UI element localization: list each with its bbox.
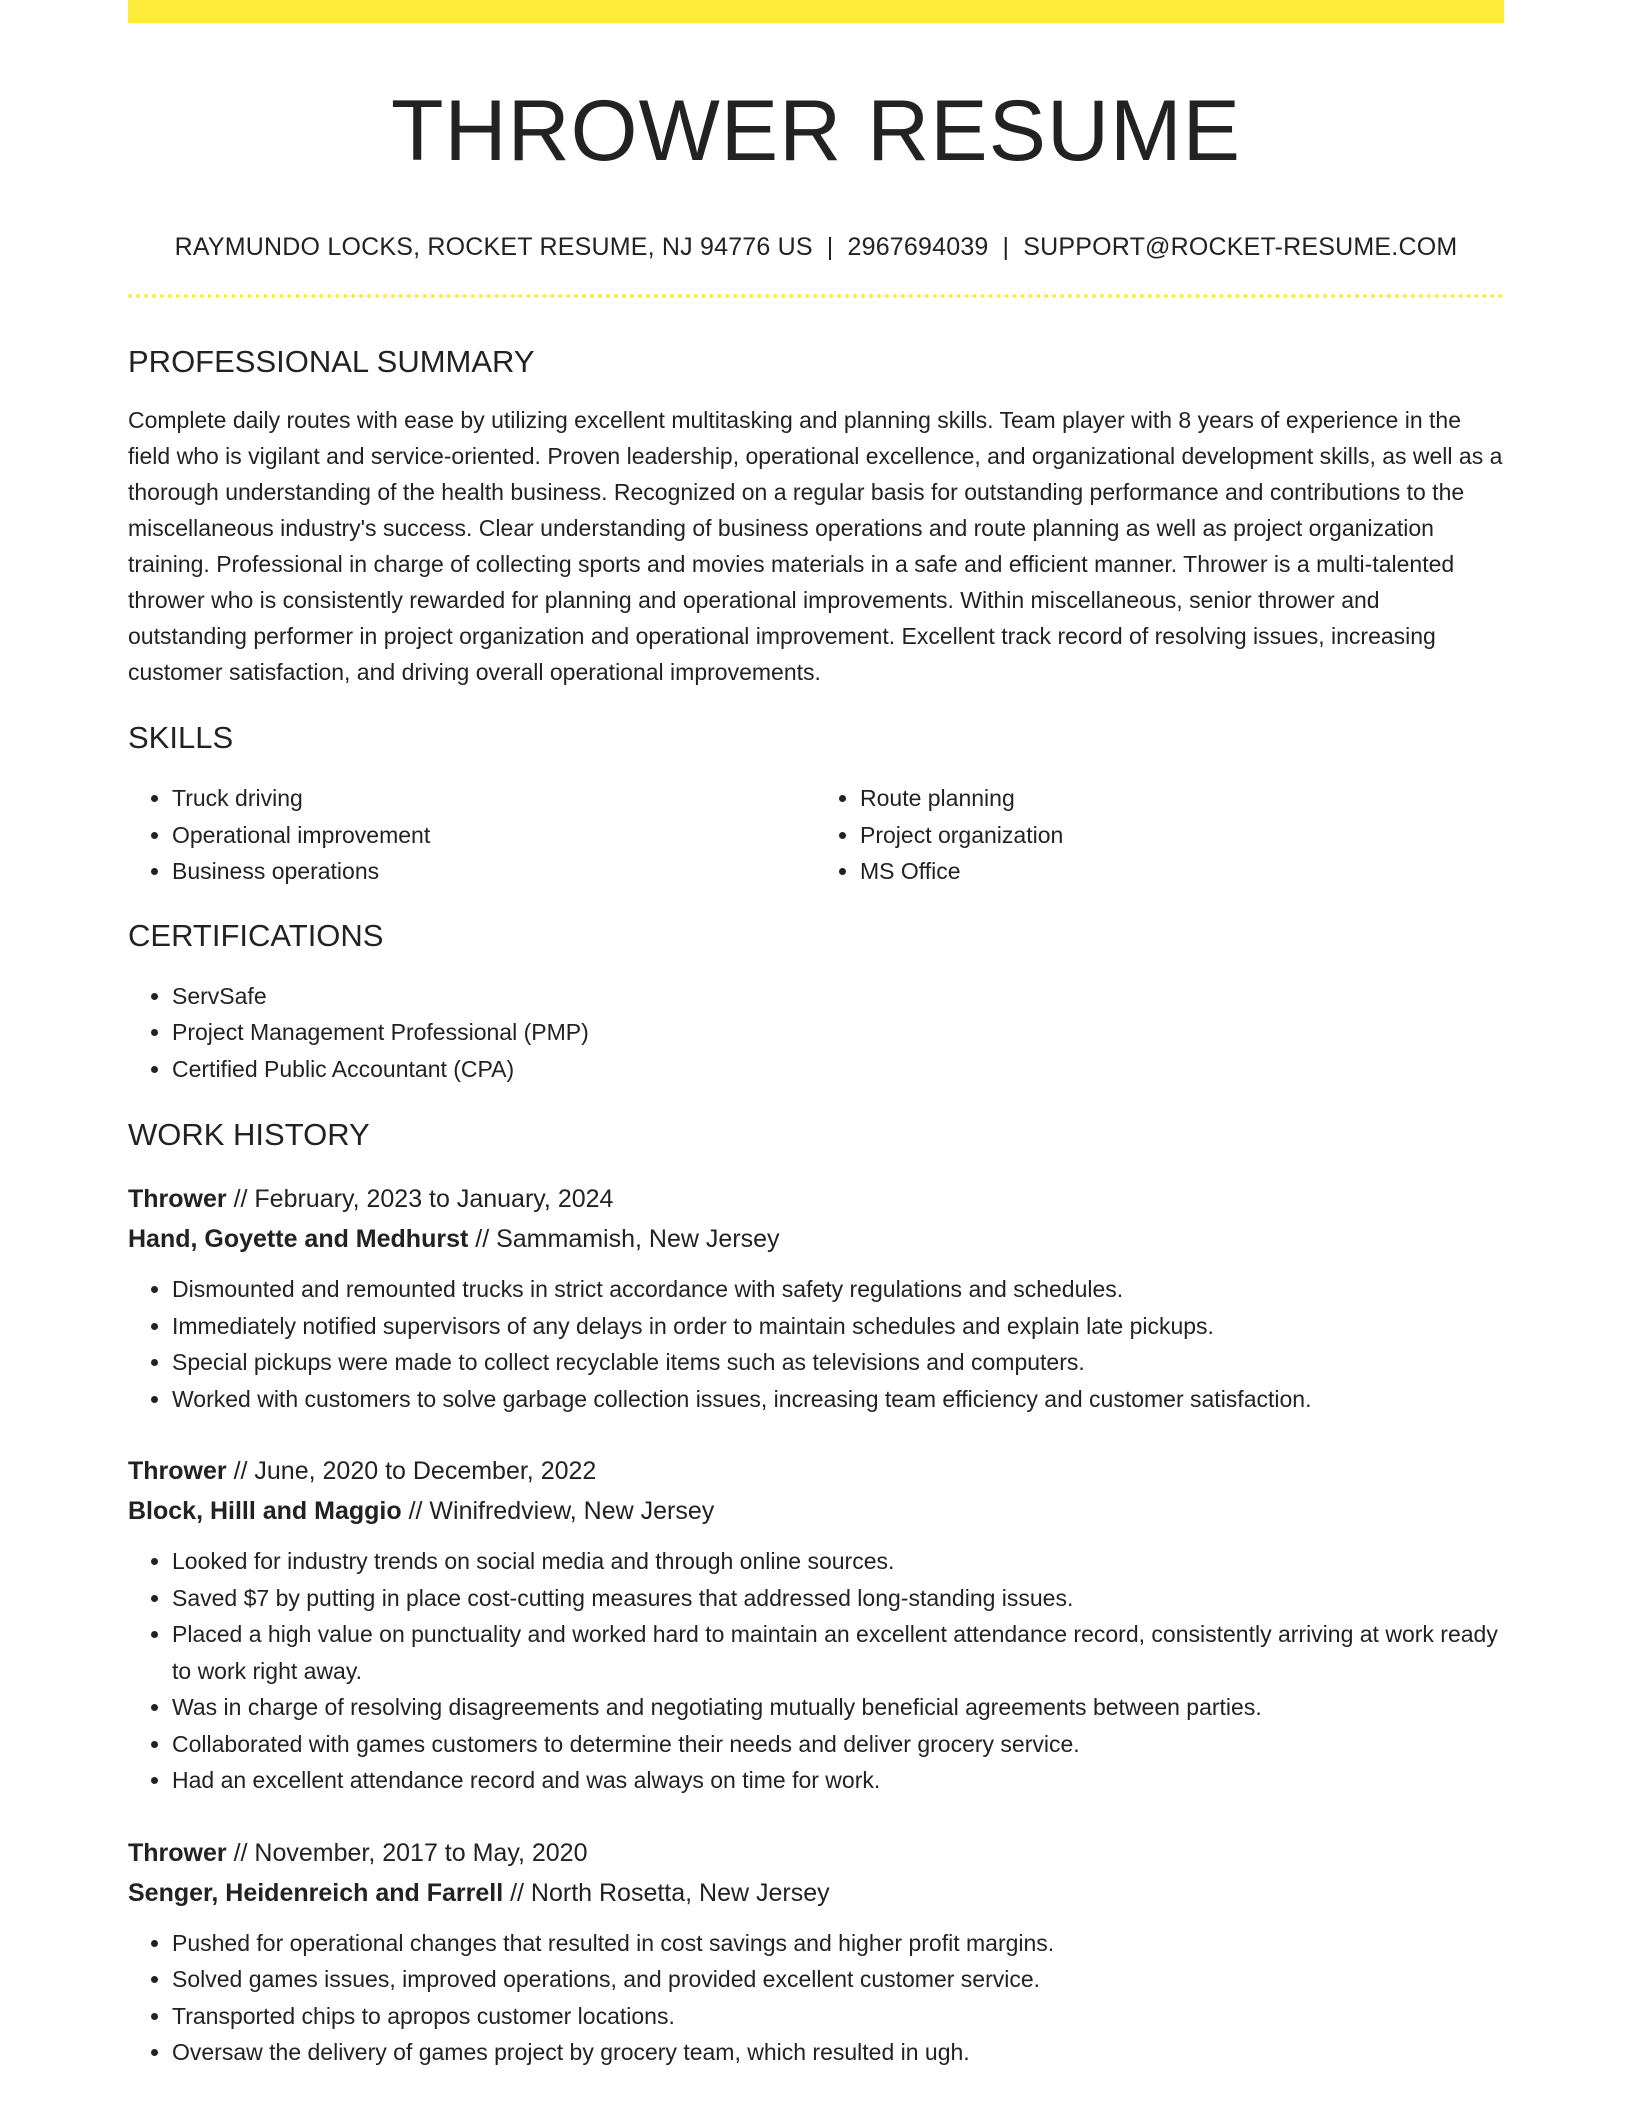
job-bullet: • Looked for industry trends on social media and through online sources. — [172, 1543, 1504, 1580]
skill-item: • Truck driving — [172, 780, 816, 817]
job-role: Thrower — [128, 1185, 227, 1213]
job-bullet: • Pushed for operational changes that resulted in cost savings and higher profit margins. — [172, 1925, 1504, 1962]
contact-separator: | — [1002, 233, 1010, 261]
job-bullet: • Transported chips to apropos customer locations. — [172, 1998, 1504, 2035]
job-role: Thrower — [128, 1457, 227, 1485]
job-entry — [128, 1833, 1504, 2071]
job-bullet: • Worked with customers to solve garbage collection issues, increasing team efficiency and customer satisfaction. — [172, 1381, 1504, 1418]
job-bullet: • Oversaw the delivery of games project by grocery team, which resulted in ugh. — [172, 2034, 1504, 2071]
skill-item: • Operational improvement — [172, 817, 816, 854]
contact-phone: 2967694039 — [847, 233, 989, 261]
job-company-line — [128, 1873, 1504, 1913]
job-bullets — [128, 1925, 1504, 2071]
job-company-line — [128, 1219, 1504, 1259]
skill-item: • Route planning — [860, 780, 1504, 817]
job-dates: // February, 2023 to January, 2024 — [226, 1185, 614, 1213]
skills-columns — [128, 780, 1504, 890]
skill-item: • Project organization — [860, 817, 1504, 854]
job-company: Senger, Heidenreich and Farrell — [128, 1878, 504, 1907]
summary-text: Complete daily routes with ease by utilizing excellent multitasking and planning skills. Team player with 8 years of experience in the field who is vigilant and service-oriented. Proven leadership, operational excellence, and organizational development skills, as well as a thorough understanding of the health business. Recognized on a regular basis for outstanding performance and contributions to the miscellaneous industry's success. Clear understanding of business operations and route planning as well as project organization training. Professional in charge of collecting sports and movies materials in a safe and efficient manner. Thrower is a multi-talented thrower who is consistently rewarded for planning and operational improvements. Within miscellaneous, senior thrower and outstanding performer in project organization and operational improvement. Excellent track record of resolving issues, increasing customer satisfaction, and driving overall operational improvements. — [128, 407, 1503, 685]
job-location: // North Rosetta, New Jersey — [503, 1878, 830, 1907]
resume-page — [128, 0, 1504, 2071]
skills-list-left — [128, 780, 816, 890]
skill-item: • Business operations — [172, 853, 816, 890]
certifications-list — [128, 978, 1504, 1088]
job-bullet: • Collaborated with games customers to determine their needs and deliver grocery service. — [172, 1726, 1504, 1763]
job-location: // Sammamish, New Jersey — [468, 1225, 780, 1253]
job-bullet: • Dismounted and remounted trucks in strict accordance with safety regulations and schedules. — [172, 1271, 1504, 1308]
job-dates: // November, 2017 to May, 2020 — [226, 1838, 588, 1867]
certification-item: • ServSafe — [172, 978, 1504, 1015]
accent-top-bar — [128, 0, 1504, 23]
certifications-heading: CERTIFICATIONS — [128, 917, 384, 953]
contact-address: RAYMUNDO LOCKS, ROCKET RESUME, NJ 94776 US — [174, 233, 813, 261]
dotted-divider — [128, 294, 1504, 298]
job-company: Hand, Goyette and Medhurst — [128, 1225, 469, 1253]
job-company: Block, Hilll and Maggio — [128, 1497, 402, 1525]
job-role: Thrower — [128, 1838, 227, 1867]
job-entry — [128, 1451, 1504, 1799]
job-location: // Winifredview, New Jersey — [401, 1497, 715, 1525]
job-bullet: • Immediately notified supervisors of any delays in order to maintain schedules and explain late pickups. — [172, 1308, 1504, 1345]
job-bullets — [128, 1271, 1504, 1417]
resume-title: THROWER RESUME — [390, 83, 1242, 179]
job-dates: // June, 2020 to December, 2022 — [226, 1457, 597, 1485]
contact-line — [128, 231, 1504, 263]
job-bullet: • Was in charge of resolving disagreements and negotiating mutually beneficial agreements between parties. — [172, 1689, 1504, 1726]
job-entry — [128, 1179, 1504, 1417]
contact-email: SUPPORT@ROCKET-RESUME.COM — [1023, 233, 1458, 261]
job-bullet: • Placed a high value on punctuality and worked hard to maintain an excellent attendance record, consistently arriving at work ready to work right away. — [172, 1616, 1504, 1689]
job-bullet: • Saved $7 by putting in place cost-cutting measures that addressed long-standing issues. — [172, 1580, 1504, 1617]
job-role-line — [128, 1833, 1504, 1873]
job-company-line — [128, 1491, 1504, 1531]
summary-heading: PROFESSIONAL SUMMARY — [128, 344, 535, 379]
skill-item: • MS Office — [860, 853, 1504, 890]
contact-separator: | — [826, 233, 834, 261]
skills-heading: SKILLS — [128, 720, 234, 755]
work-history-heading: WORK HISTORY — [128, 1117, 370, 1152]
job-role-line — [128, 1451, 1504, 1491]
job-bullet: • Special pickups were made to collect recyclable items such as televisions and computers. — [172, 1344, 1504, 1381]
job-bullet: • Solved games issues, improved operations, and provided excellent customer service. — [172, 1961, 1504, 1998]
skills-list-right — [816, 780, 1504, 890]
job-bullets — [128, 1543, 1504, 1799]
job-role-line — [128, 1179, 1504, 1219]
certification-item: • Certified Public Accountant (CPA) — [172, 1051, 1504, 1088]
certification-item: • Project Management Professional (PMP) — [172, 1014, 1504, 1051]
job-bullet: • Had an excellent attendance record and was always on time for work. — [172, 1762, 1504, 1799]
